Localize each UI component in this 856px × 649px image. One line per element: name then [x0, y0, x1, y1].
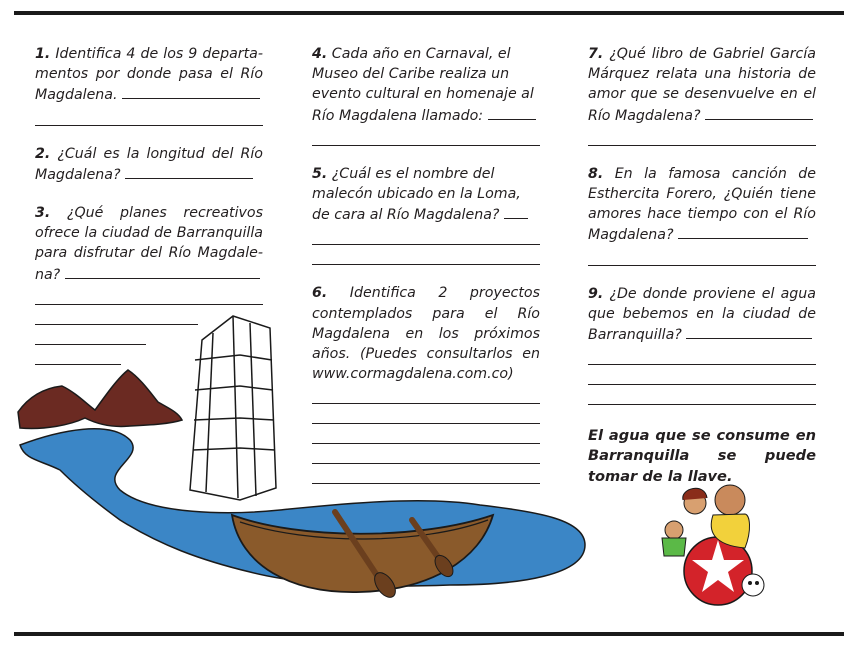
answer-line[interactable] — [312, 464, 540, 484]
answer-line[interactable] — [65, 264, 260, 279]
answer-line[interactable] — [35, 106, 263, 126]
answer-line[interactable] — [312, 225, 540, 245]
question-2 — [35, 144, 263, 185]
answer-line[interactable] — [312, 245, 540, 265]
mountains-illustration — [18, 370, 182, 428]
question-2-number: 2. — [35, 145, 51, 162]
answer-line[interactable] — [312, 424, 540, 444]
family-mascot-illustration — [662, 485, 764, 605]
question-6 — [312, 283, 540, 384]
column-2 — [312, 44, 540, 484]
answer-line[interactable] — [588, 385, 816, 405]
question-5-text: ¿Cuál es el nombre del malecón ubicado en la Loma, de cara al Río Magdalena? — [312, 165, 521, 224]
column-3 — [588, 44, 816, 405]
answer-line[interactable] — [705, 105, 813, 120]
question-9-number: 9. — [588, 285, 604, 302]
question-7-text: ¿Qué libro de Gabriel García Márquez relata una historia de amor que se desenvuelve en el Río Magdalena? — [588, 46, 816, 124]
question-3 — [35, 203, 263, 285]
answer-line[interactable] — [312, 404, 540, 424]
question-6-text: Identifica 2 proyectos contemplados para el Río Magdalena en los próximos años. (Puedes consultarlos en www.cormagdalena.com.co) — [312, 285, 540, 383]
question-5 — [312, 164, 540, 226]
answer-line[interactable] — [312, 126, 540, 146]
question-6-number: 6. — [312, 285, 328, 302]
question-9 — [588, 284, 816, 346]
question-5-number: 5. — [312, 165, 328, 182]
question-3-text: ¿Qué planes recreativos ofrece la ciudad de Barranquilla para disfrutar del Río Magdale- na? — [35, 205, 263, 283]
answer-line[interactable] — [488, 105, 536, 120]
question-9-text: ¿De donde proviene el agua que bebemos en la ciudad de Barranquilla? — [588, 285, 816, 344]
answer-line[interactable] — [504, 204, 528, 219]
answer-line[interactable] — [588, 126, 816, 146]
question-3-number: 3. — [35, 205, 51, 222]
answer-line[interactable] — [312, 444, 540, 464]
question-1 — [35, 44, 263, 106]
answer-line[interactable] — [35, 305, 198, 325]
water-note: El agua que se consume en Barranquilla se puede tomar de la llave. — [588, 427, 816, 485]
answer-line[interactable] — [686, 324, 812, 339]
answer-line[interactable] — [588, 365, 816, 385]
question-7-number: 7. — [588, 46, 604, 62]
answer-line[interactable] — [588, 246, 816, 266]
question-8-text: En la famosa canción de Esthercita Forero, ¿Quién tiene amores hace tiempo con el Río Magdalena? — [588, 165, 816, 244]
answer-line[interactable] — [35, 345, 121, 365]
question-1-text: Identifica 4 de los 9 departa- mentos por donde pasa el Río Magdalena. — [35, 46, 263, 104]
answer-line[interactable] — [588, 345, 816, 365]
question-8-number: 8. — [588, 165, 604, 182]
column-1 — [35, 44, 263, 365]
answer-line[interactable] — [678, 224, 808, 239]
question-4-text: Cada año en Carnaval, el Museo del Caribe realiza un evento cultural en homenaje al Río Magdalena llamado: — [312, 46, 534, 124]
answer-line[interactable] — [125, 164, 253, 179]
answer-line[interactable] — [35, 325, 146, 345]
question-7 — [588, 44, 816, 126]
question-4-number: 4. — [312, 46, 328, 62]
question-2-text: ¿Cuál es la longitud del Río Magdalena? — [35, 145, 263, 183]
question-1-number: 1. — [35, 46, 51, 62]
question-4 — [312, 44, 540, 126]
answer-line[interactable] — [122, 84, 260, 99]
answer-line[interactable] — [312, 384, 540, 404]
question-8 — [588, 164, 816, 246]
answer-line[interactable] — [35, 285, 263, 305]
